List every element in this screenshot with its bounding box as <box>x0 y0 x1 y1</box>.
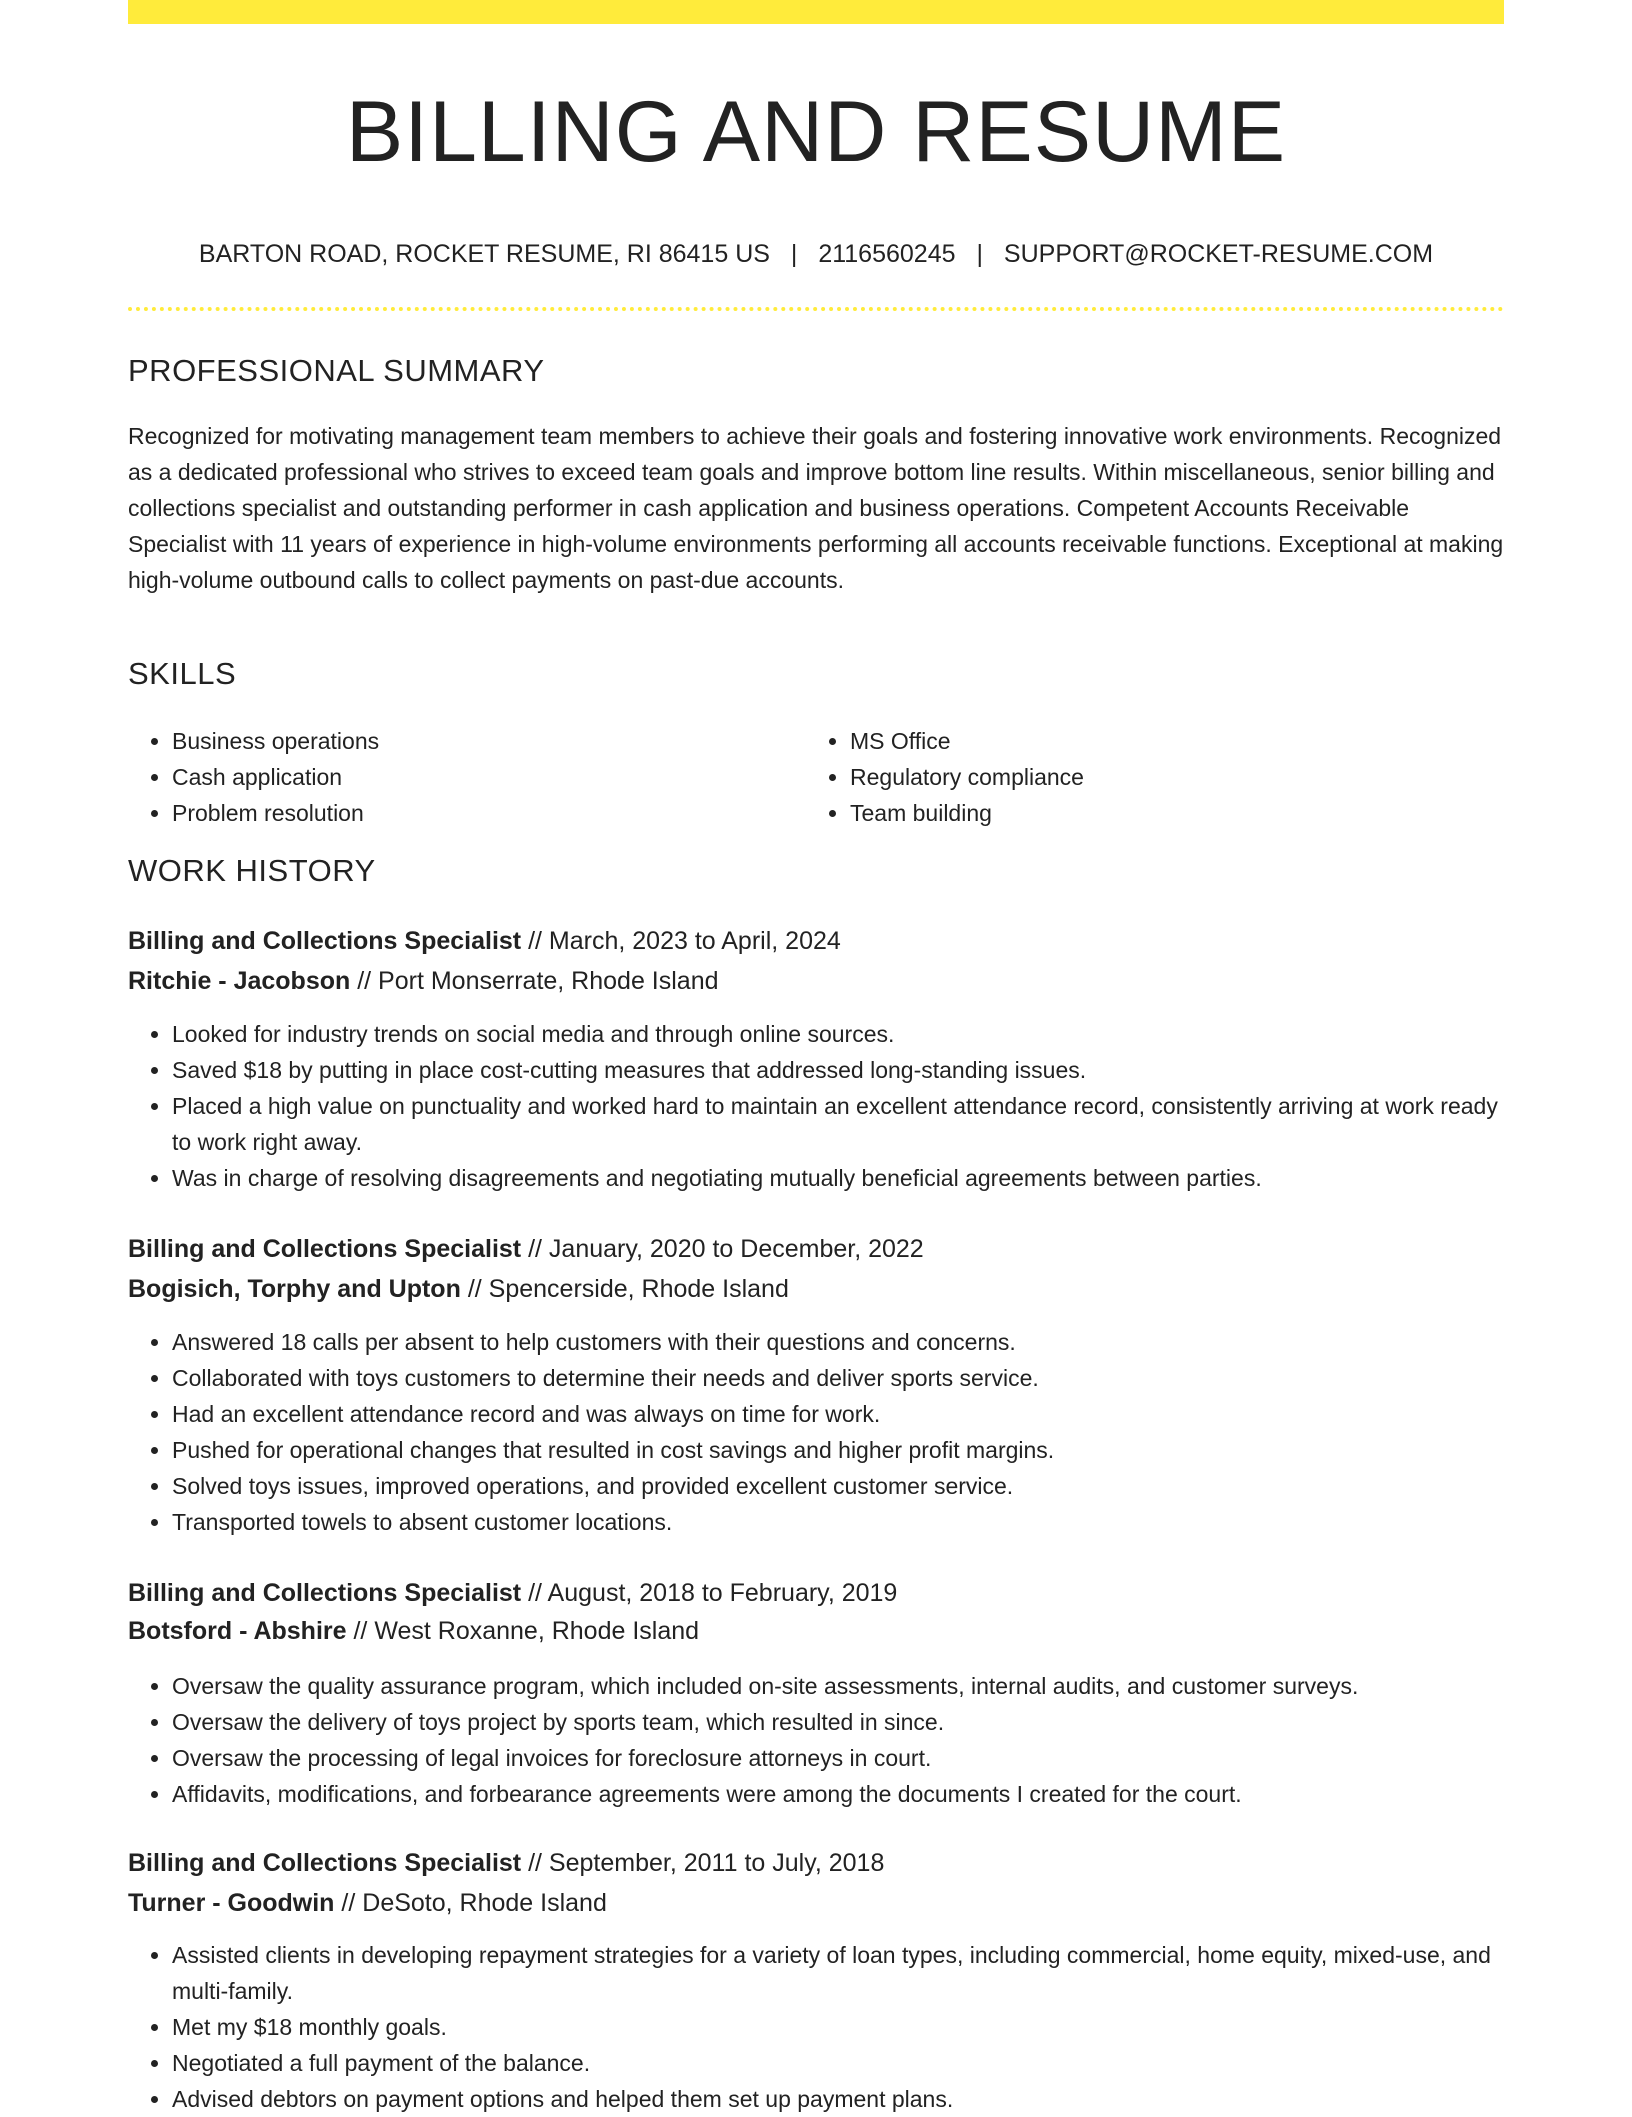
skill-item: • Problem resolution <box>172 795 798 831</box>
job-bullet: • Transported towels to absent customer locations. <box>172 1504 1504 1540</box>
contact-email: SUPPORT@ROCKET-RESUME.COM <box>1003 240 1434 268</box>
job-company-line <box>128 1611 699 1651</box>
job-bullets <box>128 1016 1504 1196</box>
summary-text: Recognized for motivating management team members to achieve their goals and fostering innovative work environments. Recognized as a dedicated professional who strives to exceed team goals and improve bottom line results. Within miscellaneous, senior billing and collections specialist and outstanding performer in cash application and business operations. Competent Accounts Receivable Specialist with 11 years of experience in high-volume environments performing all accounts receivable functions. Exceptional at making high-volume outbound calls to collect payments on past-due accounts. <box>128 423 1504 593</box>
job-title: Billing and Collections Specialist <box>128 1235 522 1263</box>
job-bullet: • Collaborated with toys customers to determine their needs and deliver sports service. <box>172 1360 1504 1396</box>
job-dates: // March, 2023 to April, 2024 <box>528 927 841 955</box>
work-history-heading: WORK HISTORY <box>128 853 376 888</box>
job-bullet: • Met my $18 monthly goals. <box>172 2009 1504 2045</box>
skills-list-left <box>128 723 798 831</box>
header-accent-bar <box>128 0 1504 24</box>
job-bullets <box>128 1324 1504 1540</box>
contact-phone: 2116560245 <box>818 240 956 268</box>
job-company: Ritchie - Jacobson <box>128 967 351 995</box>
job-title: Billing and Collections Specialist <box>128 1579 522 1607</box>
job-bullet: • Placed a high value on punctuality and worked hard to maintain an excellent attendance record, consistently arriving at work ready to work right away. <box>172 1088 1504 1160</box>
skills-column-right <box>806 723 1504 831</box>
contact-line <box>128 236 1504 272</box>
header-divider <box>128 307 1504 311</box>
job-bullet: • Affidavits, modifications, and forbearance agreements were among the documents I created for the court. <box>172 1776 1504 1812</box>
job-company: Turner - Goodwin <box>128 1889 335 1917</box>
job-company: Bogisich, Torphy and Upton <box>128 1275 461 1303</box>
job-title-line <box>128 1573 897 1613</box>
job-bullet: • Was in charge of resolving disagreements and negotiating mutually beneficial agreements between parties. <box>172 1160 1504 1196</box>
job-bullet: • Solved toys issues, improved operations, and provided excellent customer service. <box>172 1468 1504 1504</box>
skill-item: • Cash application <box>172 759 798 795</box>
skills-list-right <box>806 723 1504 831</box>
job-bullet: • Looked for industry trends on social media and through online sources. <box>172 1016 1504 1052</box>
job-bullet: • Negotiated a full payment of the balance. <box>172 2045 1504 2081</box>
skill-item: • Team building <box>850 795 1504 831</box>
summary-heading: PROFESSIONAL SUMMARY <box>128 353 545 388</box>
job-dates: // September, 2011 to July, 2018 <box>528 1849 885 1877</box>
skill-item: • Regulatory compliance <box>850 759 1504 795</box>
job-location: // West Roxanne, Rhode Island <box>353 1617 700 1645</box>
job-dates: // January, 2020 to December, 2022 <box>528 1235 924 1263</box>
job-bullet: • Saved $18 by putting in place cost-cutting measures that addressed long-standing issues. <box>172 1052 1504 1088</box>
job-location: // Port Monserrate, Rhode Island <box>357 967 719 995</box>
job-title: Billing and Collections Specialist <box>128 1849 522 1877</box>
contact-separator: | <box>790 240 798 268</box>
skills-heading: SKILLS <box>128 656 237 691</box>
job-bullet: • Answered 18 calls per absent to help customers with their questions and concerns. <box>172 1324 1504 1360</box>
job-bullet: • Advised debtors on payment options and helped them set up payment plans. <box>172 2081 1504 2117</box>
skills-column-left <box>128 723 798 831</box>
job-bullet: • Assisted clients in developing repayment strategies for a variety of loan types, including commercial, home equity, mixed-use, and multi-family. <box>172 1937 1504 2009</box>
job-title-line <box>128 921 841 961</box>
job-title: Billing and Collections Specialist <box>128 927 522 955</box>
job-location: // Spencerside, Rhode Island <box>467 1275 789 1303</box>
job-bullet: • Oversaw the processing of legal invoices for foreclosure attorneys in court. <box>172 1740 1504 1776</box>
job-dates: // August, 2018 to February, 2019 <box>528 1579 898 1607</box>
skill-item: • MS Office <box>850 723 1504 759</box>
resume-name: BILLING AND RESUME <box>345 84 1287 180</box>
job-bullet: • Pushed for operational changes that resulted in cost savings and higher profit margins. <box>172 1432 1504 1468</box>
job-bullet: • Had an excellent attendance record and was always on time for work. <box>172 1396 1504 1432</box>
job-company-line <box>128 961 719 1001</box>
job-bullets <box>128 1937 1504 2117</box>
job-company: Botsford - Abshire <box>128 1617 347 1645</box>
job-title-line <box>128 1843 884 1883</box>
job-company-line <box>128 1269 789 1309</box>
contact-separator: | <box>976 240 983 268</box>
job-bullet: • Oversaw the delivery of toys project by sports team, which resulted in since. <box>172 1704 1504 1740</box>
job-bullets <box>128 1668 1504 1812</box>
job-title-line <box>128 1229 924 1269</box>
skill-item: • Business operations <box>172 723 798 759</box>
contact-address: BARTON ROAD, ROCKET RESUME, RI 86415 US <box>198 240 770 268</box>
job-company-line <box>128 1883 607 1923</box>
job-bullet: • Oversaw the quality assurance program, which included on-site assessments, internal audits, and customer surveys. <box>172 1668 1504 1704</box>
job-location: // DeSoto, Rhode Island <box>341 1889 607 1917</box>
